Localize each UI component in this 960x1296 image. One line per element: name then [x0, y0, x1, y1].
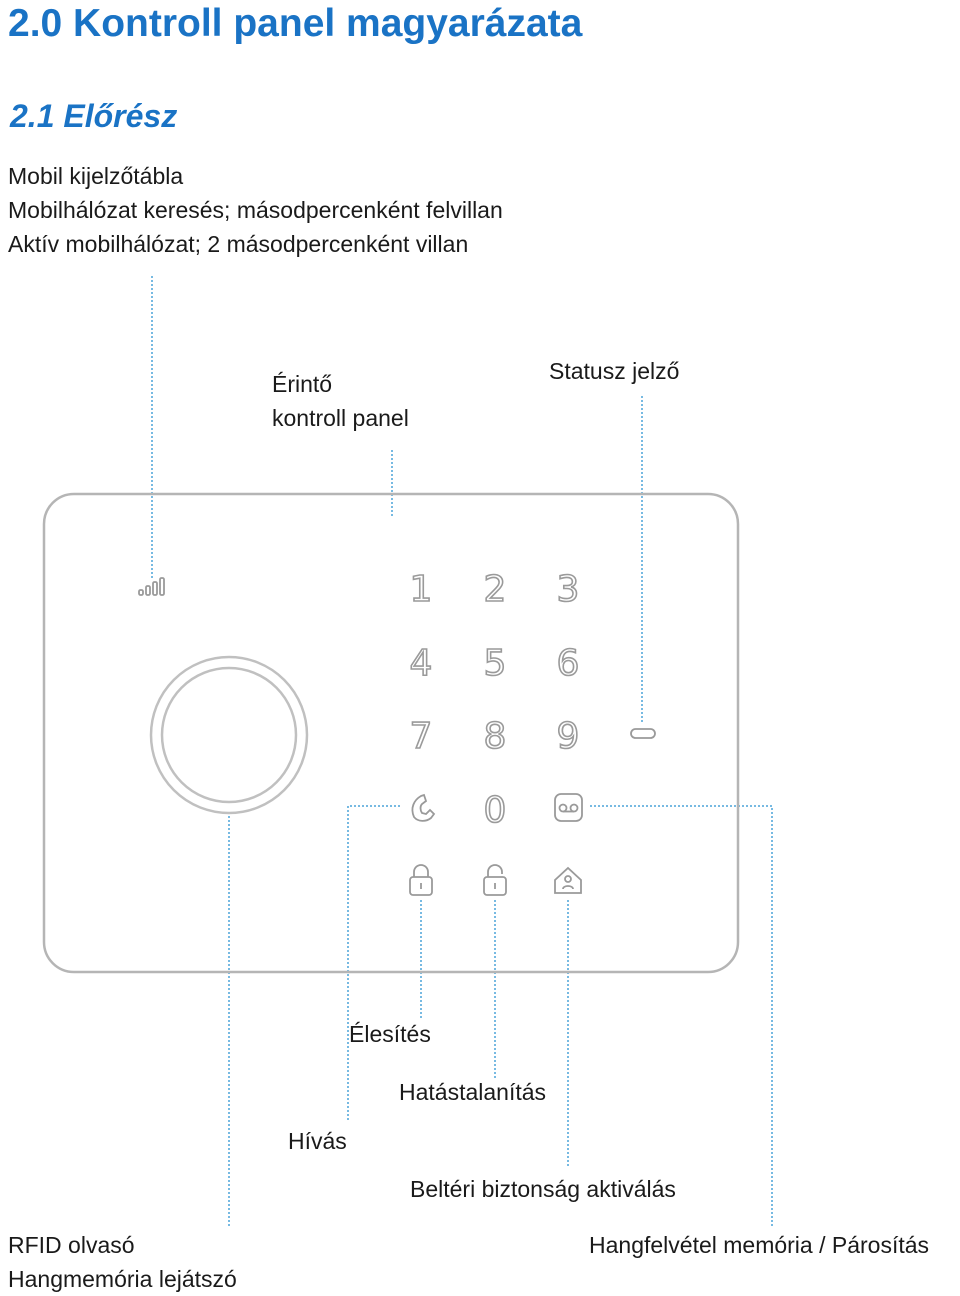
page-title: 2.0 Kontroll panel magyarázata	[8, 2, 583, 45]
label-touch-panel: Érintő kontroll panel	[272, 371, 409, 431]
key-5[interactable]: 5	[483, 643, 507, 684]
voicemail-icon[interactable]	[555, 794, 582, 821]
unlock-icon[interactable]	[484, 865, 506, 895]
key-7[interactable]: 7	[409, 716, 433, 757]
label-arm: Élesítés	[349, 1021, 431, 1047]
status-led-icon	[631, 729, 655, 738]
description-line: Aktív mobilhálózat; 2 másodpercenként villan	[8, 231, 469, 257]
key-3[interactable]: 3	[556, 569, 580, 610]
key-1[interactable]: 1	[409, 569, 433, 610]
label-call: Hívás	[288, 1128, 347, 1154]
device-panel	[44, 494, 738, 972]
section-title: 2.1 Előrész	[10, 98, 178, 134]
key-6[interactable]: 6	[556, 643, 580, 684]
key-9[interactable]: 9	[556, 716, 580, 757]
label-rfid: RFID olvasó Hangmemória lejátszó	[8, 1232, 237, 1292]
leader-call	[348, 806, 400, 1120]
signal-icon	[139, 578, 164, 595]
key-0[interactable]: 0	[483, 790, 507, 831]
phone-icon[interactable]	[412, 795, 434, 821]
lock-icon[interactable]	[410, 865, 432, 895]
key-2[interactable]: 2	[483, 569, 507, 610]
key-4[interactable]: 4	[409, 643, 433, 684]
label-status: Statusz jelző	[549, 358, 680, 384]
keypad	[410, 569, 580, 831]
home-shield-icon[interactable]	[555, 868, 581, 893]
label-record: Hangfelvétel memória / Párosítás	[589, 1232, 930, 1258]
description-line: Mobil kijelzőtábla	[8, 163, 184, 189]
label-disarm: Hatástalanítás	[399, 1079, 547, 1105]
leader-record	[590, 806, 772, 1228]
label-home: Beltéri biztonság aktiválás	[410, 1176, 676, 1202]
description-line: Mobilhálózat keresés; másodpercenként felvillan	[8, 197, 503, 223]
rfid-ring-icon	[151, 657, 307, 813]
key-8[interactable]: 8	[483, 716, 507, 757]
